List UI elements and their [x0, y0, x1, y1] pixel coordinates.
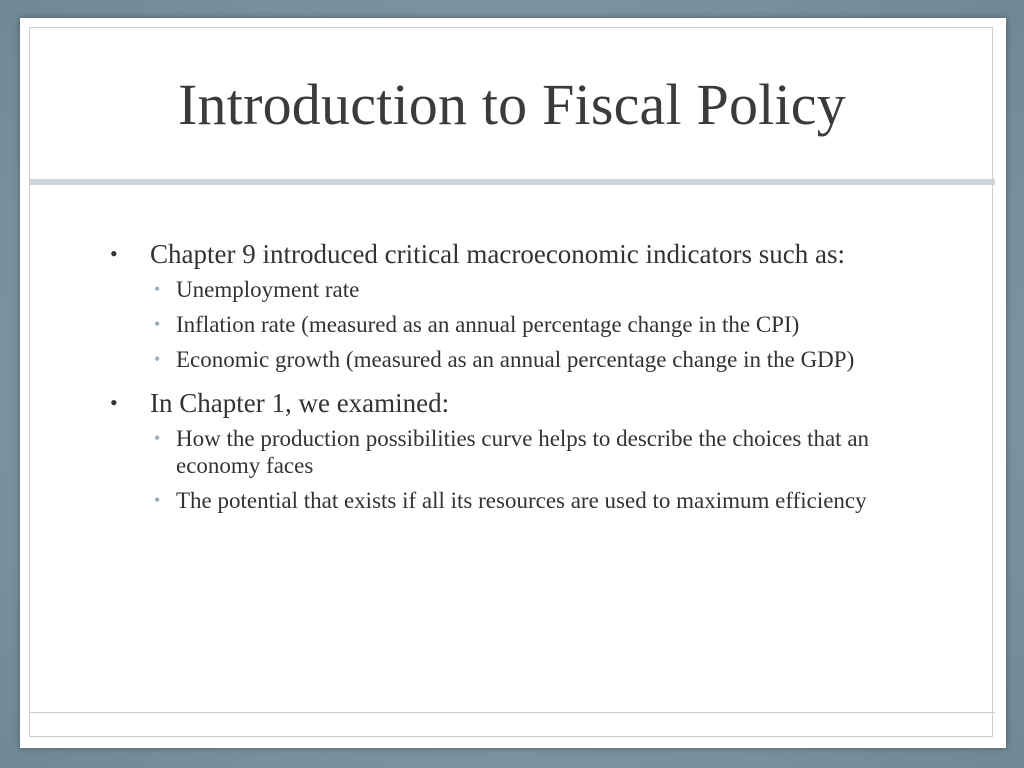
bullet-item — [110, 240, 930, 373]
slide — [20, 18, 1006, 748]
sub-bullet-text: The potential that exists if all its resources are used to maximum efficiency — [176, 488, 867, 513]
sub-bullet-item — [150, 425, 930, 479]
sub-bullet-list — [150, 276, 930, 373]
sub-bullet-icon: • — [154, 349, 161, 369]
footer-divider — [29, 712, 995, 713]
sub-bullet-icon: • — [154, 279, 161, 299]
sub-bullet-text: Inflation rate (measured as an annual percentage change in the CPI) — [176, 312, 800, 337]
sub-bullet-item — [150, 276, 930, 303]
sub-bullet-icon: • — [154, 490, 161, 510]
title-divider — [29, 179, 995, 185]
slide-title: Introduction to Fiscal Policy — [178, 72, 846, 137]
bullet-icon: • — [110, 390, 118, 415]
bullet-icon: • — [110, 241, 118, 266]
sub-bullet-icon: • — [154, 428, 161, 448]
sub-bullet-item — [150, 487, 930, 514]
sub-bullet-text: Economic growth (measured as an annual percentage change in the GDP) — [176, 347, 855, 372]
sub-bullet-text: How the production possibilities curve helps to describe the choices that an economy faces — [176, 426, 870, 478]
sub-bullet-item — [150, 346, 930, 373]
sub-bullet-list — [150, 425, 930, 514]
bullet-text: Chapter 9 introduced critical macroeconomic indicators such as: — [150, 239, 845, 269]
slide-content — [110, 240, 930, 530]
sub-bullet-icon: • — [154, 314, 161, 334]
bullet-list — [110, 240, 930, 514]
bullet-item — [110, 389, 930, 514]
sub-bullet-text: Unemployment rate — [176, 277, 360, 302]
sub-bullet-item — [150, 311, 930, 338]
bullet-text: In Chapter 1, we examined: — [150, 388, 450, 418]
